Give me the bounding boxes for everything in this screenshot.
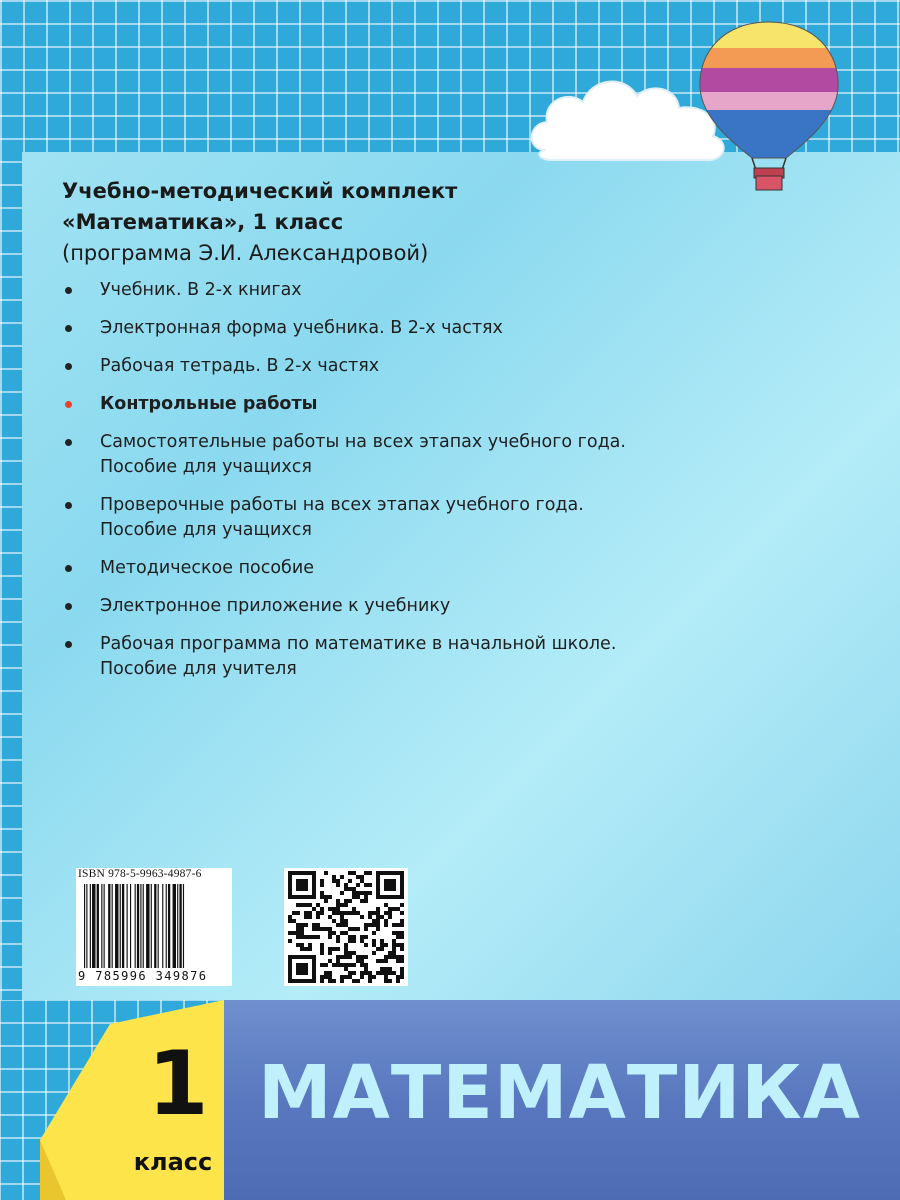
qr-code-block <box>284 868 408 986</box>
list-item-text: Самостоятельные работы на всех этапах учебного года. <box>100 432 626 452</box>
bullet-icon <box>65 325 72 332</box>
list-item <box>62 556 862 581</box>
book-title: МАТЕМАТИКА <box>258 1050 862 1136</box>
list-item-highlighted <box>62 392 862 417</box>
kit-heading <box>62 176 457 269</box>
kit-heading-line3: (программа Э.И. Александровой) <box>62 241 429 265</box>
kit-heading-line1: Учебно-методический комплект <box>62 179 458 203</box>
ean-digits: 9 785996 349876 <box>78 969 208 983</box>
list-item-text: Электронная форма учебника. В 2-х частях <box>100 318 503 338</box>
bullet-icon <box>65 439 72 446</box>
barcode-block <box>76 868 232 986</box>
list-item-text: Учебник. В 2-х книгах <box>100 280 302 300</box>
hot-air-balloon-icon <box>694 18 844 194</box>
bullet-icon <box>65 565 72 572</box>
bullet-icon <box>65 363 72 370</box>
bullet-icon <box>65 287 72 294</box>
bullet-icon <box>65 603 72 610</box>
list-item-text: Рабочая программа по математике в начальной школе. <box>100 634 617 654</box>
list-item-subtext: Пособие для учителя <box>100 659 297 679</box>
bullet-icon <box>65 641 72 648</box>
list-item <box>62 594 862 619</box>
kit-heading-line2: «Математика», 1 класс <box>62 210 344 234</box>
list-item <box>62 430 862 480</box>
grade-word: класс <box>133 1148 213 1176</box>
bullet-icon <box>65 401 72 408</box>
list-item-subtext: Пособие для учащихся <box>100 520 312 540</box>
list-item <box>62 632 862 682</box>
list-item <box>62 354 862 379</box>
list-item-text: Электронное приложение к учебнику <box>100 596 451 616</box>
list-item <box>62 316 862 341</box>
kit-items-list <box>62 278 862 695</box>
list-item-text: Проверочные работы на всех этапах учебного года. <box>100 495 584 515</box>
isbn-text: ISBN 978-5-9963-4987-6 <box>78 868 202 880</box>
list-item-subtext: Пособие для учащихся <box>100 457 312 477</box>
list-item <box>62 493 862 543</box>
grade-number: 1 <box>147 1032 209 1135</box>
list-item-text: Методическое пособие <box>100 558 314 578</box>
list-item-text: Контрольные работы <box>100 394 318 414</box>
list-item <box>62 278 862 303</box>
qr-code-icon <box>288 871 404 983</box>
barcode-icon <box>82 884 226 968</box>
bullet-icon <box>65 502 72 509</box>
list-item-text: Рабочая тетрадь. В 2-х частях <box>100 356 380 376</box>
